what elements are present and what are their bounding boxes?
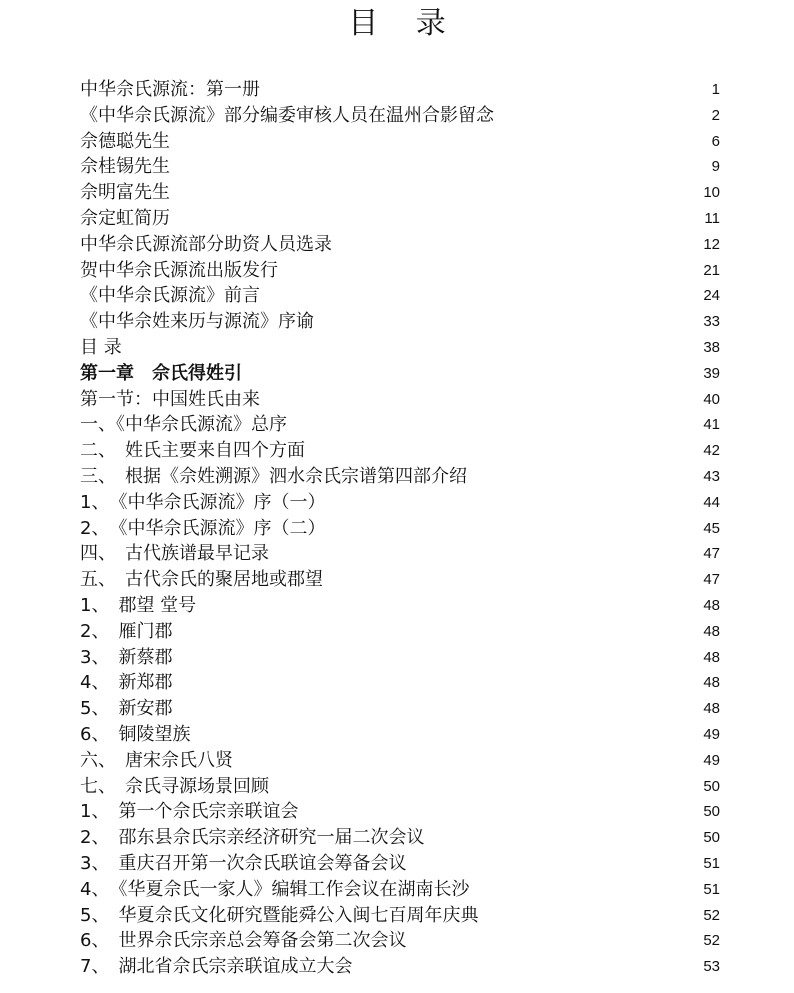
toc-entry-page-number: 21 xyxy=(703,261,720,279)
toc-entry-label: 5、 华夏佘氏文化研究暨能舜公入闽七百周年庆典 xyxy=(80,904,479,926)
toc-entry[interactable] xyxy=(80,387,720,413)
toc-entry-label: 4、 《华夏佘氏一家人》编辑工作会议在湖南长沙 xyxy=(80,878,470,900)
toc-entry[interactable] xyxy=(80,670,720,696)
toc-entry-label: 佘德聪先生 xyxy=(80,130,170,152)
toc-entry-label: 2、 雁门郡 xyxy=(80,620,173,642)
toc-entry[interactable] xyxy=(80,283,720,309)
toc-entry-label: 1、 郡望 堂号 xyxy=(80,594,197,616)
toc-entry-label: 3、 重庆召开第一次佘氏联谊会筹备会议 xyxy=(80,852,407,874)
toc-entry-label: 《中华佘姓来历与源流》序谕 xyxy=(80,311,314,333)
toc-entry-label: 四、 古代族谱最早记录 xyxy=(80,543,269,565)
toc-entry-page-number: 50 xyxy=(703,829,720,847)
toc-entry-label: 二、 姓氏主要来自四个方面 xyxy=(80,440,305,462)
toc-entry[interactable] xyxy=(80,851,720,877)
toc-entry-label: 5、 新安郡 xyxy=(80,698,173,720)
toc-entry-page-number: 11 xyxy=(704,209,720,227)
toc-entry-page-number: 2 xyxy=(711,106,720,124)
toc-entry[interactable] xyxy=(80,154,720,180)
toc-entry[interactable] xyxy=(80,645,720,671)
toc-entry[interactable] xyxy=(80,954,720,980)
toc-entry-page-number: 53 xyxy=(703,958,720,976)
toc-entry-page-number: 6 xyxy=(711,132,720,150)
toc-entry[interactable] xyxy=(80,903,720,929)
toc-entry-page-number: 48 xyxy=(703,622,720,640)
toc-entry-page-number: 51 xyxy=(703,880,720,898)
table-of-contents xyxy=(80,77,720,980)
toc-entry-page-number: 48 xyxy=(703,700,720,718)
toc-entry-page-number: 47 xyxy=(703,571,720,589)
toc-entry-label: 7、 湖北省佘氏宗亲联谊成立大会 xyxy=(80,956,353,978)
toc-entry[interactable] xyxy=(80,258,720,284)
toc-entry[interactable] xyxy=(80,464,720,490)
toc-entry-label: 1、 《中华佘氏源流》序（一） xyxy=(80,491,326,513)
toc-entry-label: 七、 佘氏寻源场景回顾 xyxy=(80,775,269,797)
toc-entry[interactable] xyxy=(80,748,720,774)
toc-entry-page-number: 45 xyxy=(703,519,720,537)
toc-entry-page-number: 1 xyxy=(711,81,720,98)
toc-entry-label: 第一节：中国姓氏由来 xyxy=(80,388,260,410)
toc-entry[interactable] xyxy=(80,361,720,387)
toc-entry[interactable] xyxy=(80,774,720,800)
toc-entry-page-number: 24 xyxy=(703,287,720,305)
toc-entry-label: 6、 世界佘氏宗亲总会筹备会第二次会议 xyxy=(80,930,407,952)
toc-entry[interactable] xyxy=(80,619,720,645)
toc-entry-page-number: 50 xyxy=(703,777,720,795)
toc-entry-page-number: 48 xyxy=(703,674,720,692)
toc-entry-page-number: 52 xyxy=(703,906,720,924)
toc-entry-page-number: 41 xyxy=(703,416,720,434)
toc-entry-page-number: 47 xyxy=(703,545,720,563)
toc-entry-page-number: 48 xyxy=(703,648,720,666)
toc-entry-label: 《中华佘氏源流》前言 xyxy=(80,285,260,307)
toc-entry-label: 目 录 xyxy=(80,336,122,358)
toc-entry-label: 2、 邵东县佘氏宗亲经济研究一届二次会议 xyxy=(80,827,425,849)
toc-entry-label: 第一章 佘氏得姓引 xyxy=(80,362,242,384)
toc-entry-page-number: 51 xyxy=(703,854,720,872)
toc-entry-page-number: 50 xyxy=(703,803,720,821)
toc-entry[interactable] xyxy=(80,335,720,361)
toc-entry-label: 六、 唐宋佘氏八贤 xyxy=(80,749,233,771)
toc-entry-page-number: 33 xyxy=(703,313,720,331)
toc-entry[interactable] xyxy=(80,799,720,825)
toc-entry-label: 佘明富先生 xyxy=(80,182,170,204)
toc-entry[interactable] xyxy=(80,567,720,593)
toc-entry[interactable] xyxy=(80,180,720,206)
toc-entry[interactable] xyxy=(80,103,720,129)
toc-entry-page-number: 12 xyxy=(703,235,720,253)
toc-entry[interactable] xyxy=(80,825,720,851)
toc-entry-page-number: 48 xyxy=(703,596,720,614)
toc-entry[interactable] xyxy=(80,877,720,903)
toc-entry-page-number: 9 xyxy=(711,158,720,176)
toc-entry-label: 贺中华佘氏源流出版发行 xyxy=(80,259,278,281)
toc-entry[interactable] xyxy=(80,77,720,103)
toc-entry-page-number: 43 xyxy=(703,467,720,485)
toc-entry-page-number: 49 xyxy=(703,751,720,769)
toc-entry-label: 中华佘氏源流：第一册 xyxy=(80,79,260,100)
toc-entry[interactable] xyxy=(80,129,720,155)
toc-entry-label: 3、 新蔡郡 xyxy=(80,646,173,668)
toc-entry[interactable] xyxy=(80,593,720,619)
toc-entry[interactable] xyxy=(80,490,720,516)
toc-entry-label: 2、 《中华佘氏源流》序（二） xyxy=(80,517,326,539)
toc-entry[interactable] xyxy=(80,516,720,542)
toc-entry-label: 佘定虹简历 xyxy=(80,207,170,229)
toc-entry-label: 三、 根据《佘姓溯源》泗水佘氏宗谱第四部介绍 xyxy=(80,465,467,487)
toc-entry[interactable] xyxy=(80,541,720,567)
toc-entry-page-number: 39 xyxy=(703,364,720,382)
toc-entry[interactable] xyxy=(80,696,720,722)
toc-entry-page-number: 38 xyxy=(703,338,720,356)
toc-entry-page-number: 42 xyxy=(703,442,720,460)
toc-entry-page-number: 44 xyxy=(703,493,720,511)
toc-entry-label: 4、 新郑郡 xyxy=(80,672,173,694)
toc-entry[interactable] xyxy=(80,438,720,464)
toc-entry-label: 6、 铜陵望族 xyxy=(80,723,191,745)
toc-entry-page-number: 40 xyxy=(703,390,720,408)
toc-entry[interactable] xyxy=(80,232,720,258)
toc-entry-label: 《中华佘氏源流》部分编委审核人员在温州合影留念 xyxy=(80,104,494,126)
toc-entry-label: 中华佘氏源流部分助资人员选录 xyxy=(80,233,332,255)
page-title: 目 录 xyxy=(348,6,460,41)
toc-entry-label: 五、 古代佘氏的聚居地或郡望 xyxy=(80,569,323,591)
toc-entry[interactable] xyxy=(80,309,720,335)
toc-entry[interactable] xyxy=(80,928,720,954)
toc-entry-page-number: 52 xyxy=(703,932,720,950)
toc-entry[interactable] xyxy=(80,722,720,748)
toc-entry-page-number: 10 xyxy=(703,184,720,202)
toc-entry[interactable] xyxy=(80,206,720,232)
toc-entry-page-number: 49 xyxy=(703,725,720,743)
toc-entry[interactable] xyxy=(80,412,720,438)
toc-entry-label: 1、 第一个佘氏宗亲联谊会 xyxy=(80,801,299,823)
toc-entry-label: 佘桂锡先生 xyxy=(80,156,170,178)
toc-entry-label: 一、《中华佘氏源流》总序 xyxy=(80,414,287,436)
